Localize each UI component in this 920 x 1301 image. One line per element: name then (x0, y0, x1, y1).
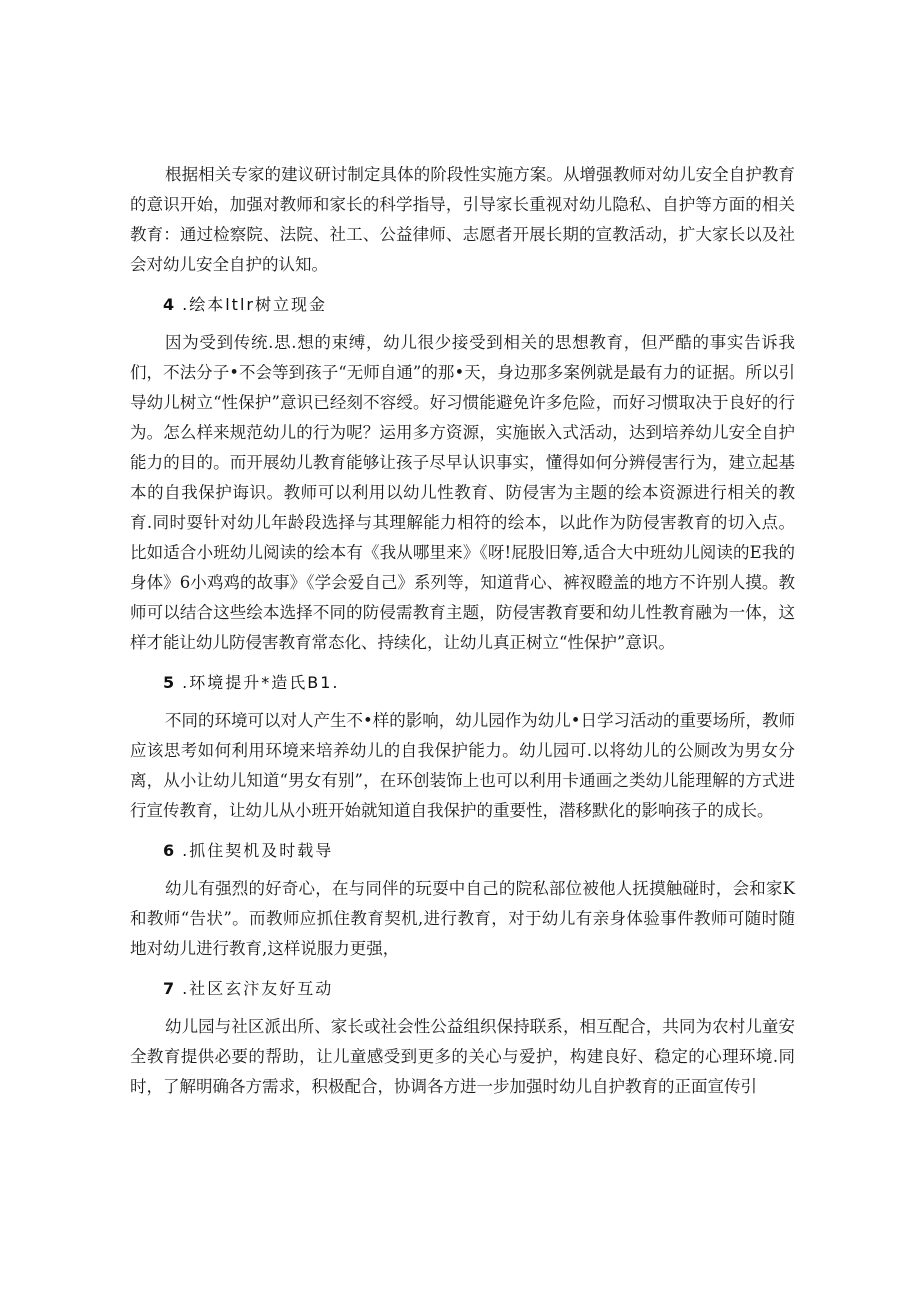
document-page (130, 160, 795, 1102)
paragraph-timely-guidance: 幼儿有强烈的好奇心，在与同伴的玩耍中自己的院私部位被他人抚摸触碰时，会和家K和教师“告状”。而教师应抓住教育契机,进行教育，对于幼儿有亲身体验事件教师可随时随地对幼儿进行教育,这样说服力更强， (130, 879, 795, 958)
paragraph-picture-books: 因为受到传统.思.想的束缚，幼儿很少接受到相关的思想教育，但严酷的事实告诉我们，不法分子•不会等到孩子“无师自通”的那•天，身边那多案例就是最有力的证据。所以引导幼儿树立“性保护”意识已经刻不容绶。好习惯能避免许多危险，而好习惯取决于良好的行为。怎么样来规范幼儿的行为呢？运用多方资源，实施嵌入式活动，达到培养幼儿安全自护能力的目的。而开展幼儿教育能够让孩子尽早认识事实，懂得如何分辨侵害行为，建立起基本的自我保护诲识。教师可以利用以幼儿性教育、防侵害为主题的绘本资源进行相关的教育.同时耍针对幼儿年龄段选择与其理解能力相符的绘本，以此作为防侵害教育的切入点。比如适合小班幼儿阅读的绘本有《我从哪里来》《呀!屁股旧筹,适合大中班幼儿阅读的E我的身体》6小鸡鸡的故事》《学会爱自己》系列等，知道背心、裤衩瞪盖的地方不许别人摸。教师可以结合这些绘本选择不同的防侵需教育主题，防侵害教育要和幼儿性教育融为一体，这样才能让幼儿防侵害教育常态化、持续化，让幼儿真正树立“性保护”意识。 (130, 333, 795, 652)
section-heading-6 (130, 838, 795, 864)
paragraph-community: 幼儿园与社区派出所、家长或社会性公益组织保持联系，相互配合，共同为农村儿童安全教育提供必要的帮助，让儿童感受到更多的关心与爱护，构建良好、稳定的心理环境.同时，了解明确各方需求，积极配合，协调各方进一步加强时幼儿自护教育的正面宣传引 (130, 1017, 795, 1096)
section-title: .抓住契机及时载导 (182, 841, 334, 860)
section-heading-7 (130, 976, 795, 1002)
section-number: 5 (163, 673, 177, 692)
paragraph-parent-education: 根据相关专家的建议研讨制定具体的阶段性实施方案。从增强教师对幼儿安全自护教育的意识开始，加强对教师和家长的科学指导，引导家长重视对幼儿隐私、自护等方面的相关教育：通过检察院、法院、社工、公益律师、志愿者开展长期的宣教活动，扩大家长以及社会对幼儿安全自护的认知。 (130, 165, 795, 274)
section-title: .环境提升*造氏B1. (182, 673, 340, 692)
section-title: .绘本ltlr树立现金 (182, 295, 327, 314)
section-heading-4 (130, 292, 795, 318)
section-heading-5 (130, 670, 795, 696)
section-title: .社区玄汴友好互动 (182, 979, 334, 998)
section-number: 4 (163, 295, 177, 314)
section-number: 7 (163, 979, 177, 998)
paragraph-environment: 不同的环境可以对人产生不•样的影响，幼儿园作为幼儿•日学习活动的重要场所，教师应该思考如何利用环境来培养幼儿的自我保护能力。幼儿园可.以将幼儿的公厕改为男女分离，从小让幼儿知道“男女有别”，在环创装饰上也可以利用卡通画之类幼儿能理解的方式进行宣传教育，让幼儿从小班开始就知道自我保护的重要性，潜移默化的影响孩子的成长。 (130, 711, 795, 820)
section-number: 6 (163, 841, 177, 860)
